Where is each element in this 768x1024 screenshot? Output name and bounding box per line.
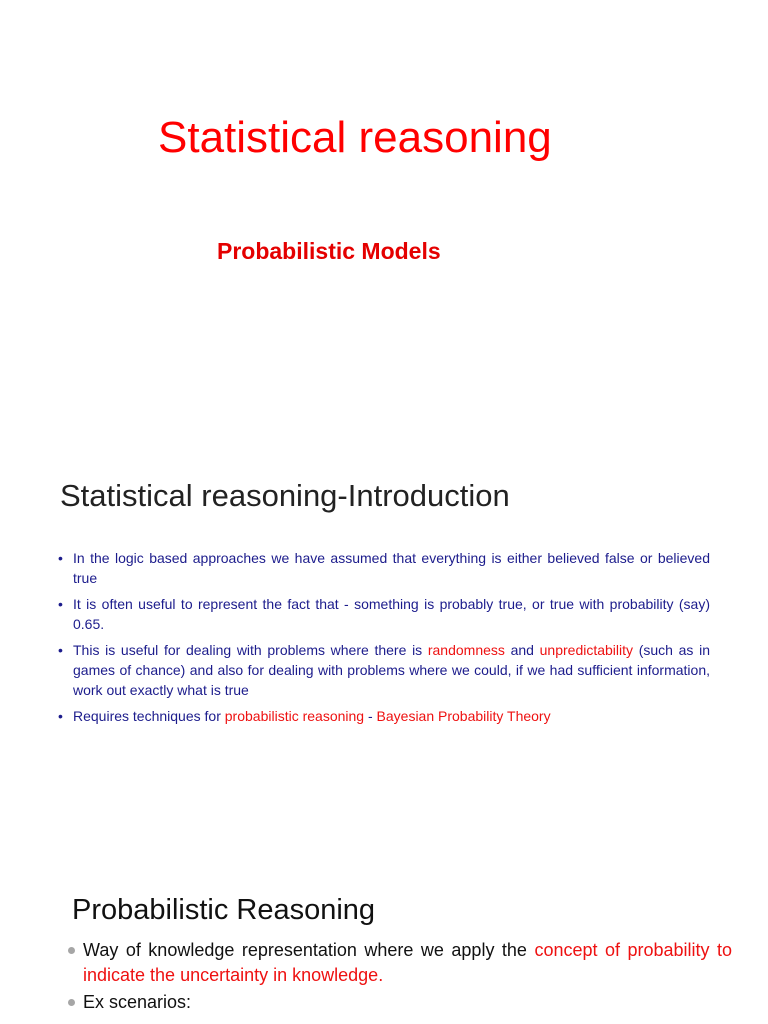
slide-title [0,0,768,440]
bullet-item [58,706,710,726]
highlight-probabilistic-reasoning: probabilistic reasoning [224,708,365,724]
bullet-item [68,938,732,988]
bullet-text: Requires techniques for [73,708,225,724]
bullet-text: This is useful for dealing with problems where there is [73,642,428,658]
bullet-text: It is often useful to represent the fact that - something is probably true, or true with probability (say) 0.65. [73,596,710,632]
bullet-text: Way of knowledge representation where we apply the [83,940,535,960]
probabilistic-bullet-list [68,938,732,1017]
bullet-item [58,594,710,634]
bullet-text: In the logic based approaches we have assumed that everything is either believed false or believed true [73,550,710,586]
highlight-bayesian-theory: Bayesian Probability Theory [376,708,551,724]
slide-probabilistic-reasoning-heading: Probabilistic Reasoning [72,894,376,926]
slide-introduction [0,440,768,860]
bullet-item [58,640,710,700]
slide-introduction-heading: Statistical reasoning-Introduction [60,478,510,513]
slide-probabilistic-reasoning [0,860,768,1024]
highlight-randomness: randomness [427,642,505,658]
slide-title-heading: Statistical reasoning [158,113,552,162]
bullet-text: (such as in games of chance) and also for dealing with problems where we could, if we had sufficient information, work out exactly what is true [73,642,710,698]
bullet-item [68,990,732,1015]
bullet-item [58,548,710,588]
highlight-concept-of-probability: concept of probability to indicate the uncertainty in knowledge. [83,940,732,985]
bullet-text: and [504,642,540,658]
slide-subtitle: Probabilistic Models [217,238,441,264]
introduction-bullet-list [58,548,710,732]
bullet-text: - [364,708,377,724]
bullet-text: Ex scenarios: [83,992,192,1012]
highlight-unpredictability: unpredictability [539,642,634,658]
